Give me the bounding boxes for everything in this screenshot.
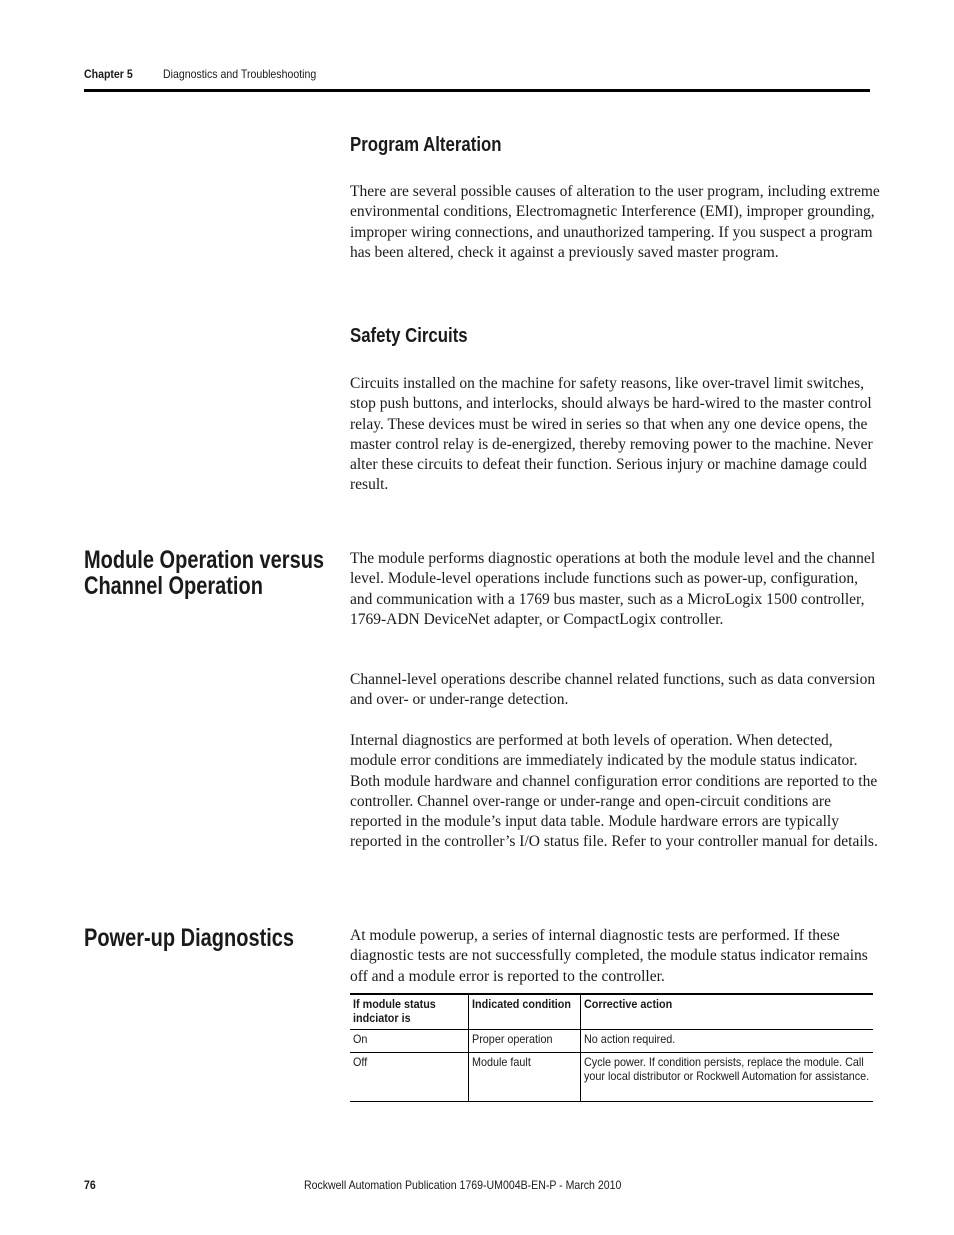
module-operation-heading-line1: Module Operation versus (84, 546, 325, 574)
table-header-row (350, 994, 873, 1030)
table-cell: Off (353, 1055, 368, 1069)
table-row (350, 1053, 873, 1102)
table-cell: Proper operation (468, 1030, 580, 1053)
program-alteration-heading: Program Alteration (350, 134, 502, 156)
header-rule (84, 89, 870, 92)
table-header-cell: Corrective action (580, 994, 873, 1030)
table-cell: Module fault (468, 1053, 580, 1102)
module-operation-para2: Channel-level operations describe channel related functions, such as data conversion and over- or under-range detection. (350, 671, 876, 709)
powerup-body: At module powerup, a series of internal diagnostic tests are performed. If these diagnostic tests are not successfully completed, the module status indicator remains off and a module error is reported to the controller. (350, 927, 868, 985)
chapter-label: Chapter 5 (84, 67, 133, 81)
module-operation-para3: Internal diagnostics are performed at both levels of operation. When detected, module error conditions are immediately indicated by the module status indicator. Both module hardware and channel configuration error conditions are reported to the controller. Channel over-range or under-range and open-circuit conditions are reported in the module’s input data table. Module hardware errors are typically reported in the controller’s I/O status file. Refer to your controller manual for details. (350, 732, 878, 851)
powerup-heading: Power-up Diagnostics (84, 924, 295, 952)
page-number: 76 (84, 1178, 96, 1192)
chapter-title: Diagnostics and Troubleshooting (163, 67, 317, 81)
safety-circuits-body: Circuits installed on the machine for safety reasons, like over-travel limit switches, stop push buttons, and interlocks, should always be hard-wired to the master control relay. These devices must be wired in series so that when any one device opens, the master control relay is de-energized, thereby removing power to the machine. Never alter these circuits to defeat their function. Serious injury or machine damage could result. (350, 375, 873, 494)
table-cell: On (353, 1032, 368, 1046)
module-operation-heading-line2: Channel Operation (84, 572, 263, 600)
safety-circuits-heading: Safety Circuits (350, 325, 468, 347)
module-operation-heading (84, 547, 324, 599)
program-alteration-body: There are several possible causes of alteration to the user program, including extreme environmental conditions, Electromagnetic Interference (EMI), improper grounding, improper wiring connections, and unauthorized tampering. If you suspect a program has been altered, check it against a previously saved master program. (350, 183, 880, 261)
module-operation-para1: The module performs diagnostic operations at both the module level and the channel level. Module-level operations include functions such as power-up, configuration, and communication with a 1769 bus master, such as a MicroLogix 1500 controller, 1769-ADN DeviceNet adapter, or CompactLogix controller. (350, 550, 876, 628)
status-indicator-table (350, 993, 873, 1102)
table-cell: Cycle power. If condition persists, replace the module. Call your local distributor or Rockwell Automation for assistance. (580, 1053, 873, 1102)
table-header-cell: Indicated condition (468, 994, 580, 1030)
table-header-cell: If module status indciator is (353, 997, 436, 1025)
table-row (350, 1030, 873, 1053)
publication-footer: Rockwell Automation Publication 1769-UM004B-EN-P - March 2010 (304, 1178, 622, 1192)
table-cell: No action required. (580, 1030, 873, 1053)
